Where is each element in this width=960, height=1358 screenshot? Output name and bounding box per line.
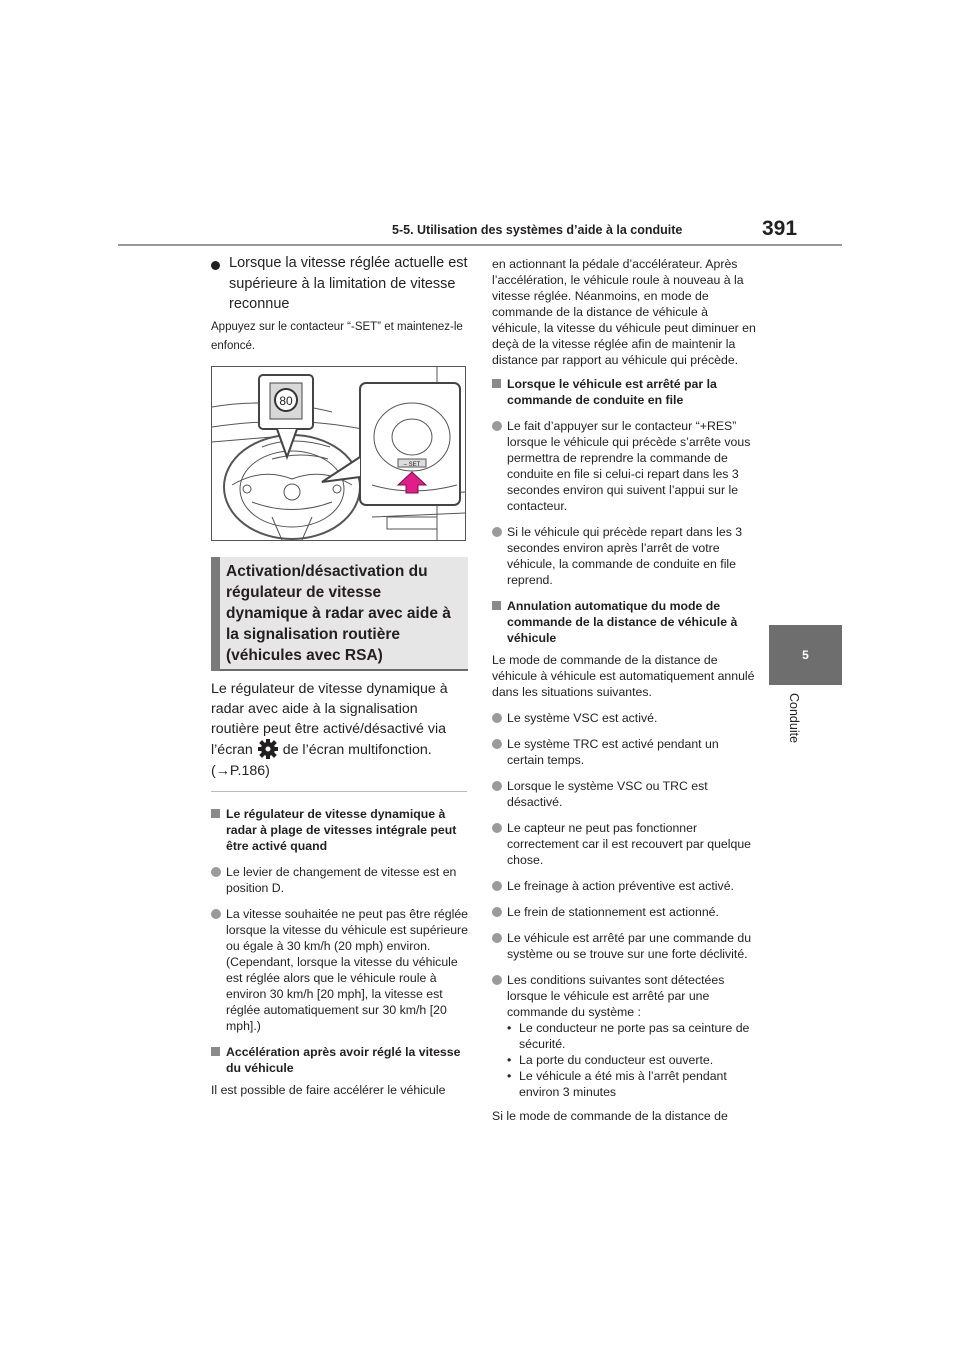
body-text-1: Le régulateur de vitesse dynamique à radar avec aide à la signalisation routière peut être activé/désactivé via l’écran — [211, 681, 448, 758]
list-item: Le fait d’appuyer sur le contacteur “+RES” lorsque le véhicule qui précède s’arrête vous permettra de reprendre la commande de conduite en file si celui-ci repart dans les 3 secondes environ qui suivent l’appui sur le contacteur. — [492, 418, 758, 514]
list-item: Le système TRC est activé pendant un certain temps. — [492, 736, 758, 768]
dashboard-drawing — [212, 367, 465, 540]
list-item: Le levier de changement de vitesse est en position D. — [211, 864, 469, 896]
page-reference-link[interactable]: (→P.186) — [211, 763, 270, 779]
instruction-note: Appuyez sur le contacteur “-SET” et maintenez-le enfoncé. — [211, 321, 463, 352]
subheading-acceleration: Accélération après avoir réglé la vitesse du véhicule — [211, 1044, 469, 1076]
set-switch-label: – SET — [403, 462, 421, 468]
list-item: Le véhicule est arrêté par une commande du système ou se trouve sur une forte déclivité. — [492, 930, 758, 962]
list-item: Lorsque le système VSC ou TRC est désactivé. — [492, 778, 758, 810]
list-item: Le capteur ne peut pas fonctionner correctement car il est recouvert par quelque chose. — [492, 820, 758, 868]
divider — [211, 791, 467, 792]
body-text-2: de l’écran multifonction. — [282, 742, 432, 758]
list-item: Le système VSC est activé. — [492, 710, 758, 726]
section-heading-bar — [211, 557, 220, 671]
sub-list-item: • Le véhicule a été mis à l’arrêt pendant environ 3 minutes — [507, 1068, 758, 1100]
dashboard-illustration — [211, 366, 466, 541]
gear-icon — [257, 739, 279, 759]
sub-list-item: • La porte du conducteur est ouverte. — [507, 1052, 758, 1068]
list-item: Le frein de stationnement est actionné. — [492, 904, 758, 920]
left-notes-column — [211, 806, 469, 1098]
list-item: Le freinage à action préventive est activé. — [492, 878, 758, 894]
speed-sign-value: 80 — [279, 394, 293, 408]
sub-list-item: • Le conducteur ne porte pas sa ceinture de sécurité. — [507, 1020, 758, 1052]
right-notes-column — [492, 256, 758, 1124]
tail-text: Si le mode de commande de la distance de — [492, 1109, 728, 1123]
section-title: Activation/désactivation du régulateur de vitesse dynamique à radar avec aide à la signalisation routière (véhicules avec RSA) — [226, 563, 451, 664]
body-paragraph — [211, 679, 469, 760]
running-header: 5-5. Utilisation des systèmes d’aide à la conduite — [392, 223, 683, 237]
list-item: Si le véhicule qui précède repart dans les 3 secondes environ après l’arrêt de votre véhicule, la commande de conduite en file reprend. — [492, 524, 758, 588]
acceleration-text: Il est possible de faire accélérer le véhicule — [211, 1083, 446, 1097]
list-item: Les conditions suivantes sont détectées lorsque le véhicule est arrêté par une commande du système : • Le conducteur ne porte pas sa ceinture de sécurité. • La porte du conducteur est ouverte. • Le véhicule a été mis à l’arrêt pendant environ 3 minutes — [492, 972, 758, 1100]
page-number: 391 — [762, 217, 798, 240]
subheading-active: Le régulateur de vitesse dynamique à radar à plage de vitesses intégrale peut être activé quand — [211, 806, 469, 854]
subheading-stopped: Lorsque le véhicule est arrêté par la commande de conduite en file — [492, 376, 758, 408]
heading-bullet-text: Lorsque la vitesse réglée actuelle est supérieure à la limitation de vitesse reconnue — [229, 255, 468, 312]
list-item: La vitesse souhaitée ne peut pas être réglée lorsque la vitesse du véhicule est supérieure ou égale à 30 km/h (20 mph) environ. (Cependant, lorsque la vitesse du véhicule est réglée alors que le véhicule roule à environ 30 km/h [20 mph], la vitesse est réglée automatiquement sur 30 km/h [20 mph].) — [211, 906, 469, 1034]
auto-cancel-text: Le mode de commande de la distance de véhicule à véhicule est automatiquement annulé dans les situations suivantes. — [492, 653, 755, 699]
heading-bullet-dot — [211, 261, 220, 270]
continued-text: en actionnant la pédale d’accélérateur. Après l’accélération, le véhicule roule à nouveau à la vitesse réglée. Néanmoins, en mode de commande de la distance de véhicule à véhicule, la vitesse du véhicule peut diminuer en deçà de la vitesse réglée afin de maintenir la distance par rapport au véhicule qui précède. — [492, 257, 756, 367]
chapter-tab: 5 — [769, 625, 842, 685]
chapter-tab-label: Conduite — [787, 693, 801, 744]
subheading-auto-cancel: Annulation automatique du mode de commande de la distance de véhicule à véhicule — [492, 598, 758, 646]
header-rule — [118, 244, 842, 246]
